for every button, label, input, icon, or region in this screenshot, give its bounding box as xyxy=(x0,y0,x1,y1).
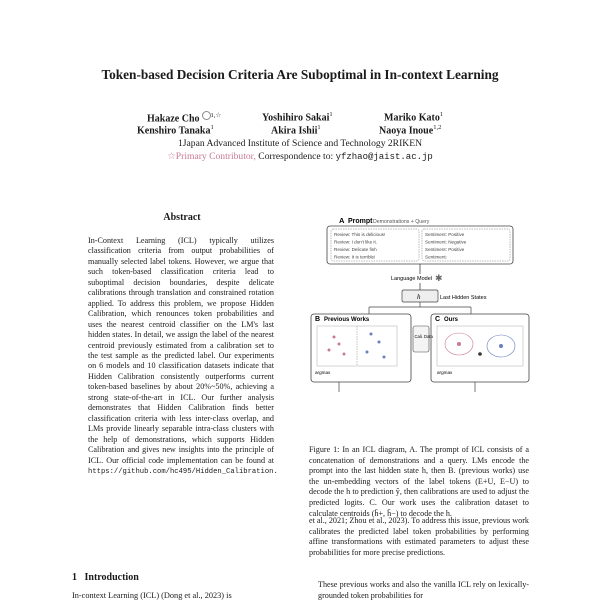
panel-a-title: Prompt xyxy=(348,218,373,225)
prompt-review-4: Review: It is terrible! xyxy=(334,254,376,260)
author-mark: 1 xyxy=(329,111,333,118)
author-2 xyxy=(262,111,333,123)
author-6 xyxy=(379,124,441,136)
figure-caption xyxy=(309,445,529,519)
prompt-review-2: Review: I don't like it. xyxy=(334,239,378,245)
lm-label: Language Model xyxy=(391,276,432,282)
section-heading xyxy=(72,572,139,583)
output-arrows xyxy=(339,382,475,392)
affiliation-line: 1Japan Advanced Institute of Science and Technology 2RIKEN xyxy=(178,138,422,149)
author-name: Yoshihiro Sakai xyxy=(262,112,330,124)
panel-b-label: B xyxy=(315,316,321,323)
author-mark: 1,2 xyxy=(433,124,442,131)
calib-label: Cali. Data xyxy=(414,334,433,339)
panel-a-label: A xyxy=(339,216,345,225)
h-symbol: h xyxy=(417,293,421,301)
email-link[interactable]: yfzhao@jaist.ac.jp xyxy=(335,152,433,162)
calibration-data-box xyxy=(413,326,429,352)
panel-b-title: Previous Works xyxy=(324,317,370,323)
author-name: Naoya Inoue xyxy=(379,125,434,137)
snowflake-icon: ✱ xyxy=(435,273,443,283)
prompt-sentiment-1: Sentiment: Positive xyxy=(425,232,465,237)
author-mark: 1,☆ xyxy=(210,112,222,119)
author-name: Akira Ishii xyxy=(271,125,318,137)
branch-arrows xyxy=(369,302,471,314)
prompt-sentiment-3: Sentiment: Positive xyxy=(425,247,465,252)
author-mark: 1 xyxy=(317,124,321,131)
author-mark: 1 xyxy=(210,124,214,131)
figure-1-diagram xyxy=(309,212,531,440)
author-name: Mariko Kato xyxy=(384,112,440,124)
paper-title: Token-based Decision Criteria Are Suboptimal in In-context Learning xyxy=(101,67,499,82)
right-body-text: et al., 2021; Zhou et al., 2023). To address this issue, previous work calibrates the predicted label token probabilities by performing affine transformations with estimated parameters to adjust these probabilities for more precise predictions. xyxy=(309,516,529,558)
panel-b-embedding-plot xyxy=(317,326,397,366)
panel-a-subtitle: Demonstrations + Query xyxy=(373,219,430,225)
author-3 xyxy=(384,111,443,123)
orcid-icon xyxy=(202,111,211,120)
author-name: Hakaze Cho xyxy=(147,113,200,125)
intro-text: In-context Learning (ICL) (Dong et al., 2023) is xyxy=(72,591,232,600)
prompt-review-1: Review: This is delicious! xyxy=(334,232,386,237)
panel-c-title: Ours xyxy=(444,317,459,323)
contributor-note: ☆Primary Contributor, xyxy=(167,151,256,162)
caption-text: In an ICL diagram, A. The prompt of ICL consists of a concatenation of demonstrations and a query. LMs encode the prompt into the last hidden state h, then B. (previous works) use the un-embedding vectors of the label tokens (E+U, E−U) to decode the h to prediction ŷ, then calibrations are used to adjust the predicted logits. C. Our work uses the calibration dataset to calculate centroids (h̄+, h̄−) to decode the h. xyxy=(309,445,529,518)
panel-c-centroid-plot xyxy=(437,326,523,366)
prompt-review-3: Review: Delicate fish xyxy=(334,247,377,252)
section-number: 1 xyxy=(72,572,77,583)
correspondence-line xyxy=(0,151,600,162)
author-1 xyxy=(147,111,221,124)
last-hidden-label: Last Hidden States xyxy=(440,295,487,301)
abstract-body xyxy=(88,236,278,477)
caption-label: Figure 1: xyxy=(309,445,340,454)
prompt-sentiment-2: Sentiment: Negative xyxy=(425,239,467,245)
author-name: Kenshiro Tanaka xyxy=(137,125,211,137)
section-title: Introduction xyxy=(84,572,139,583)
right-body-text-2: These previous works and also the vanilla ICL rely on lexically-grounded token probabilities for xyxy=(318,580,529,600)
argmax-label-c: argmax xyxy=(437,370,453,375)
code-link[interactable]: https://github.com/hc495/Hidden_Calibration. xyxy=(88,467,278,476)
abstract-heading: Abstract xyxy=(163,212,201,223)
argmax-label-b: argmax xyxy=(315,370,331,375)
prompt-sentiment-4: Sentiment: xyxy=(425,254,447,260)
panel-c-label: C xyxy=(435,316,441,323)
author-mark: 1 xyxy=(439,111,444,118)
author-5 xyxy=(271,124,321,136)
abstract-text: In-Context Learning (ICL) typically utilizes classification criteria from output probabilities of manually selected label tokens. However, we argue that such token-based classification criteria lead to suboptimal decision boundaries, despite delicate calibrations through translation and constrained rotation applied. To address this problem, we propose Hidden Calibration, which renounces token probabilities and uses the nearest centroid classifier on the LM's last hidden states. In detail, we assign the label of the nearest centroid previously estimated from a calibration set to the test sample as the predicted label. Our experiments on 6 models and 10 classification datasets indicate that Hidden Calibration consistently outperforms current token-based baselines by about 20%~50%, achieving a strong state-of-the-art in ICL. Our further analysis demonstrates that Hidden Calibration finds better classification criteria with less inter-class overlap, and LMs provide linearly separable intra-class clusters with the help of demonstrations, which supports Hidden Calibration and gives new insights into the principle of ICL. Our official code implementation can be found at xyxy=(88,236,274,465)
author-4 xyxy=(137,124,214,136)
correspondence-label: Correspondence to: xyxy=(258,151,334,162)
